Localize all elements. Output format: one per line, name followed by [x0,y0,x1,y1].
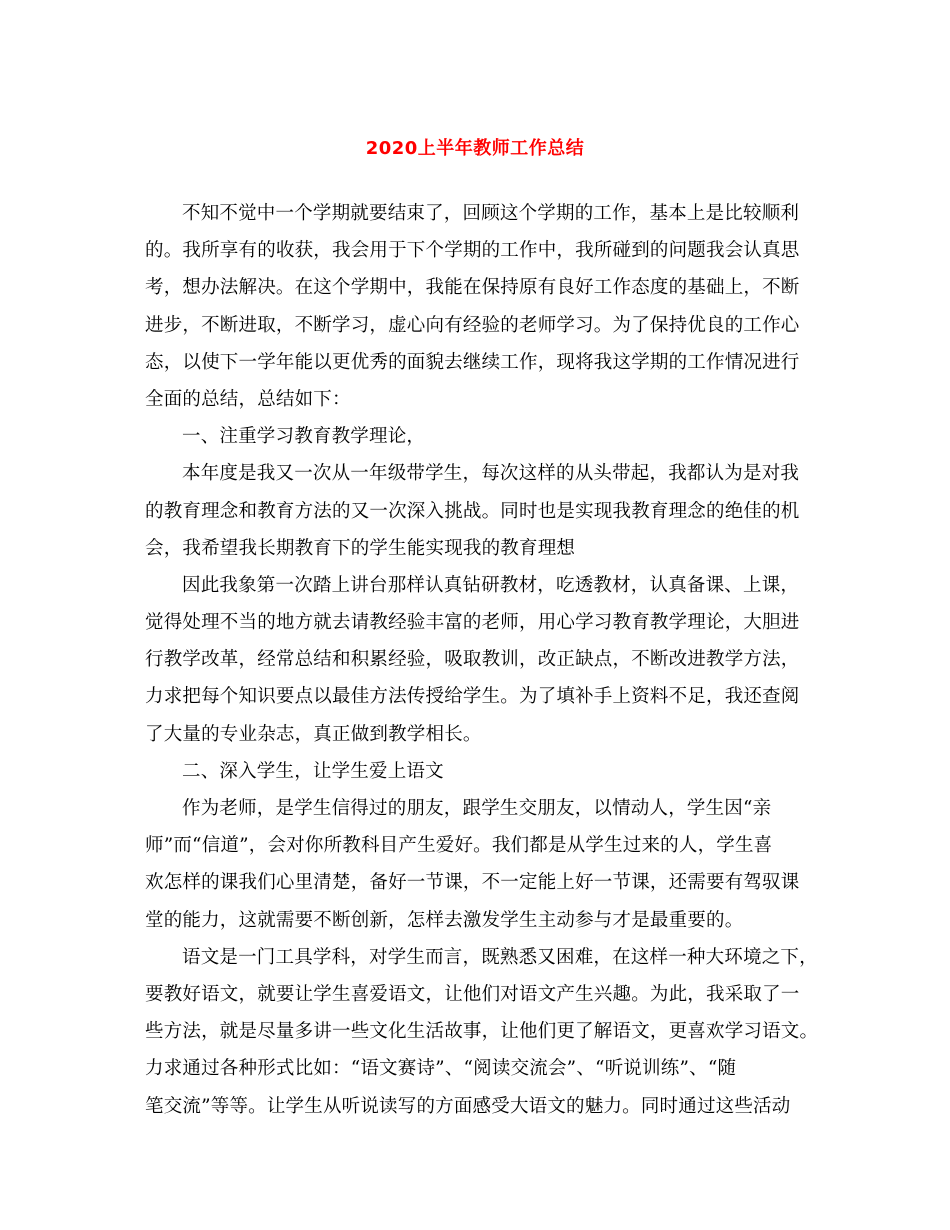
body-line: 了大量的专业杂志，真正做到教学相长。 [145,723,482,745]
body-line: 的。我所享有的收获，我会用于下个学期的工作中，我所碰到的问题我会认真思 [145,240,800,262]
body-line: 要教好语文，就要让学生喜爱语文，让他们对语文产生兴趣。为此，我采取了一 [145,983,800,1005]
body-line: 欢怎样的课我们心里清楚，备好一节课，不一定能上好一节课，还需要有驾驭课 [145,872,800,894]
document-title: 2020上半年教师工作总结 [365,138,585,159]
body-line: 力求把每个知识要点以最佳方法传授给学生。为了填补手上资料不足，我还查阅 [145,686,800,708]
body-line: 态，以使下一学年能以更优秀的面貌去继续工作，现将我这学期的工作情况进行 [145,351,800,373]
body-line: 些方法，就是尽量多讲一些文化生活故事，让他们更了解语文，更喜欢学习语文。 [145,1021,819,1043]
body-line: 会，我希望我长期教育下的学生能实现我的教育理想 [145,537,576,559]
body-line: 堂的能力，这就需要不断创新，怎样去激发学生主动参与才是最重要的。 [145,909,744,931]
body-line: 师”而“信道”，会对你所教科目产生爱好。我们都是从学生过来的人，学生喜 [145,835,773,857]
body-line: 二、深入学生，让学生爱上语文 [182,760,444,782]
body-line: 考，想办法解决。在这个学期中，我能在保持原有良好工作态度的基础上，不断 [145,277,800,299]
body-line: 本年度是我又一次从一年级带学生，每次这样的从头带起，我都认为是对我 [182,463,800,485]
body-line: 全面的总结，总结如下： [145,388,351,410]
body-line: 进步，不断进取，不断学习，虚心向有经验的老师学习。为了保持优良的工作心 [145,314,800,336]
body-line: 觉得处理不当的地方就去请教经验丰富的老师，用心学习教育教学理论，大胆进 [145,612,800,634]
body-line: 的教育理念和教育方法的又一次深入挑战。同时也是实现我教育理念的绝佳的机 [145,500,800,522]
body-line: 一、注重学习教育教学理论， [182,426,426,448]
body-line: 作为老师，是学生信得过的朋友，跟学生交朋友，以情动人，学生因“亲 [182,798,772,819]
body-line: 行教学改革，经常总结和积累经验，吸取教训，改正缺点，不断改进教学方法， [145,649,800,671]
body-line: 因此我象第一次踏上讲台那样认真钻研教材，吃透教材，认真备课、上课， [182,574,800,596]
document-body [145,195,819,1125]
body-line: 语文是一门工具学科，对学生而言，既熟悉又困难，在这样一种大环境之下， [182,946,818,968]
body-line: 笔交流”等等。让学生从听说读写的方面感受大语文的魅力。同时通过这些活动 [145,1095,791,1117]
body-line: 不知不觉中一个学期就要结束了，回顾这个学期的工作，基本上是比较顺利 [182,203,800,224]
body-line: 力求通过各种形式比如：“语文赛诗”、“阅读交流会”、“听说训练”、“随 [145,1058,737,1080]
